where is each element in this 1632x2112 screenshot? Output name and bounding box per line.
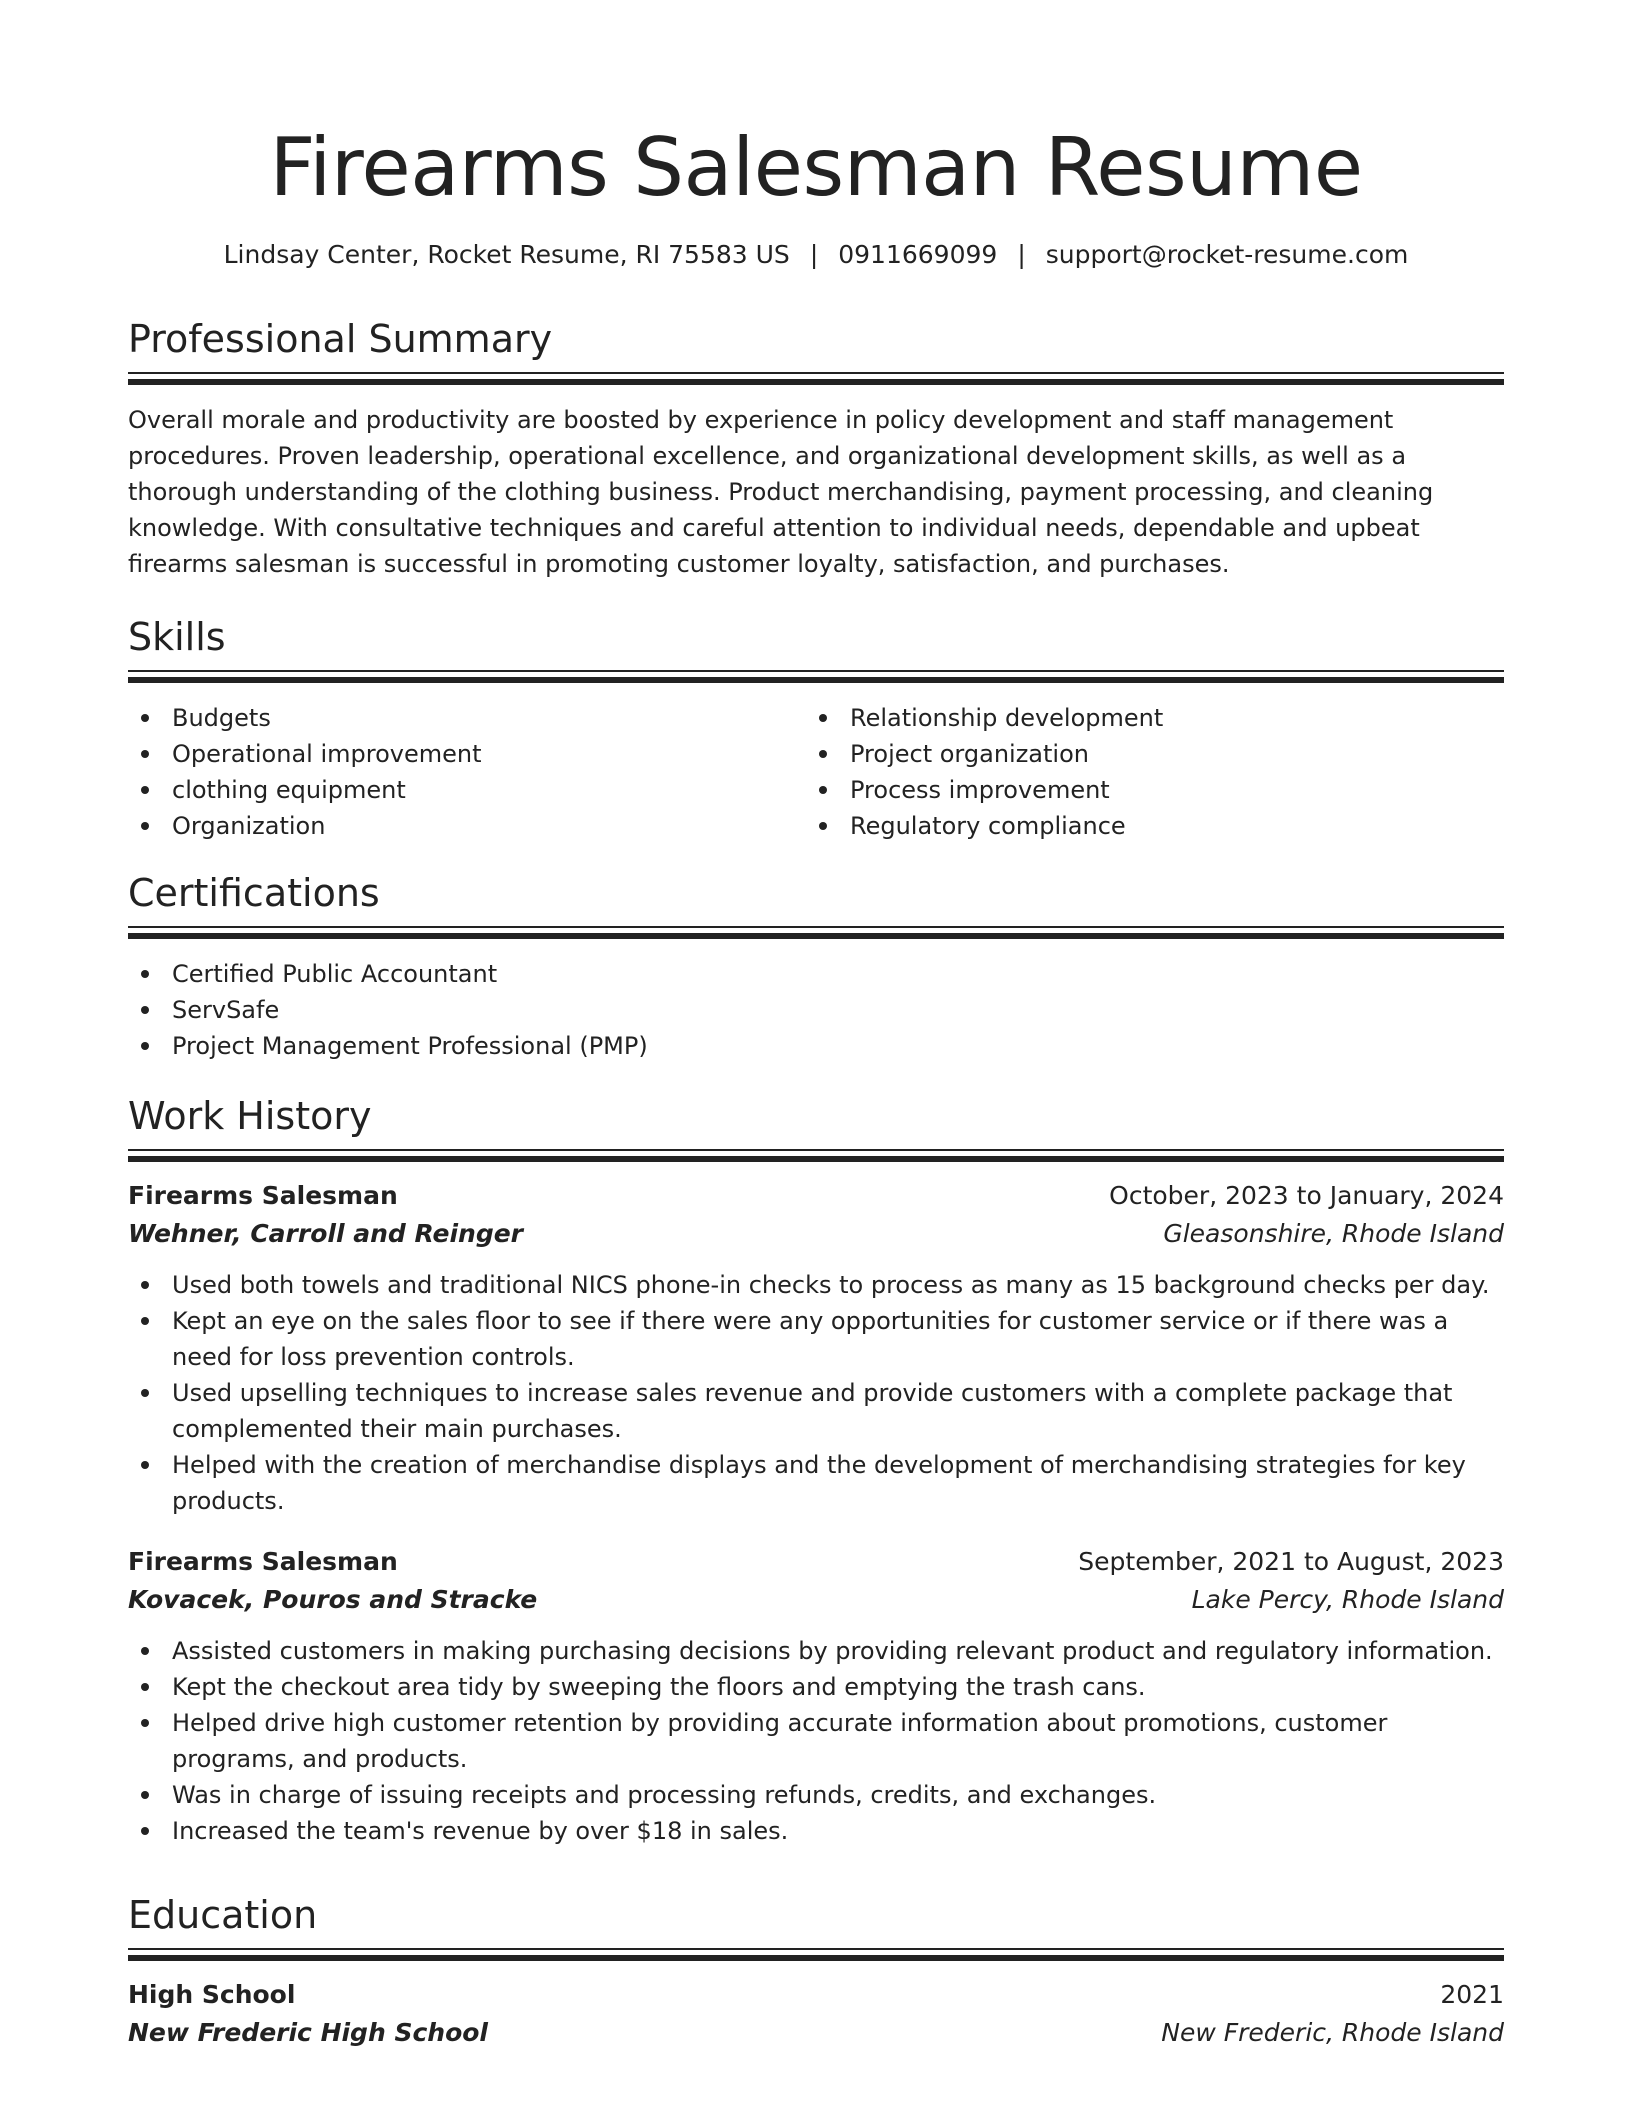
skills-list-right: [806, 700, 1484, 844]
section-heading: Professional Summary: [128, 317, 553, 361]
certification-item: ServSafe: [128, 992, 1504, 1028]
job-location: Gleasonshire, Rhode Island: [1163, 1219, 1504, 1248]
job-header: [128, 1177, 1504, 1215]
skill-item: Regulatory compliance: [806, 808, 1484, 844]
section-divider: [128, 1149, 1504, 1163]
section-heading: Education: [128, 1893, 318, 1937]
job-entry: [128, 1543, 1504, 1849]
job-location: Lake Percy, Rhode Island: [1191, 1585, 1504, 1614]
contact-separator: |: [1017, 240, 1026, 269]
job-duty: Was in charge of issuing receipts and processing refunds, credits, and exchanges.: [128, 1777, 1504, 1813]
section-divider: [128, 926, 1504, 940]
contact-phone: 0911669099: [838, 240, 998, 269]
skill-item: Relationship development: [806, 700, 1484, 736]
job-subheader: [128, 1581, 1504, 1619]
skill-item: Operational improvement: [128, 736, 806, 772]
education-year: 2021: [1440, 1980, 1504, 2009]
education-degree: High School: [128, 1980, 296, 2009]
section-divider: [128, 1948, 1504, 1962]
skills-list-left: [128, 700, 806, 844]
job-duty: Used both towels and traditional NICS phone-in checks to process as many as 15 background checks per day.: [128, 1267, 1504, 1303]
contact-line: [128, 237, 1504, 273]
job-duties: [128, 1633, 1504, 1849]
certifications-section: [128, 870, 1504, 1064]
certification-item: Project Management Professional (PMP): [128, 1028, 1504, 1064]
job-duty: Assisted customers in making purchasing decisions by providing relevant product and regulatory information.: [128, 1633, 1504, 1669]
skill-item: Process improvement: [806, 772, 1484, 808]
job-company: Wehner, Carroll and Reinger: [128, 1219, 524, 1248]
job-entry: [128, 1177, 1504, 1519]
work-history-section: [128, 1093, 1504, 1849]
summary-section: [128, 316, 1504, 582]
section-divider: [128, 372, 1504, 386]
education-header: [128, 1976, 1504, 2014]
education-section: [128, 1892, 1504, 2052]
section-divider: [128, 670, 1504, 684]
job-subheader: [128, 1215, 1504, 1253]
skill-item: Organization: [128, 808, 806, 844]
job-duty: Used upselling techniques to increase sales revenue and provide customers with a complete package that complemented their main purchases.: [128, 1375, 1504, 1447]
job-header: [128, 1543, 1504, 1581]
skill-item: Budgets: [128, 700, 806, 736]
summary-text: Overall morale and productivity are boosted by experience in policy development and staff management procedures. Proven leadership, operational excellence, and organizational development skills, as well as a thorough understanding of the clothing business. Product merchandising, payment processing, and cleaning knowledge. With consultative techniques and careful attention to individual needs, dependable and upbeat firearms salesman is successful in promoting customer loyalty, satisfaction, and purchases.: [128, 406, 1434, 578]
education-school: New Frederic High School: [128, 2018, 488, 2047]
certification-item: Certified Public Accountant: [128, 956, 1504, 992]
education-location: New Frederic, Rhode Island: [1161, 2018, 1504, 2047]
contact-email: support@rocket-resume.com: [1045, 240, 1409, 269]
job-duties: [128, 1267, 1504, 1519]
job-duty: Helped with the creation of merchandise displays and the development of merchandising strategies for key products.: [128, 1447, 1504, 1519]
resume-title: Firearms Salesman Resume: [269, 121, 1363, 214]
skills-columns: [128, 700, 1504, 844]
skills-section: [128, 614, 1504, 844]
education-subheader: [128, 2014, 1504, 2052]
contact-address: Lindsay Center, Rocket Resume, RI 75583 US: [223, 240, 790, 269]
education-entry: [128, 1976, 1504, 2052]
job-dates: September, 2021 to August, 2023: [1078, 1547, 1504, 1576]
job-duty: Increased the team's revenue by over $18 in sales.: [128, 1813, 1504, 1849]
section-heading: Skills: [128, 615, 226, 659]
certifications-list: [128, 956, 1504, 1064]
job-duty: Helped drive high customer retention by providing accurate information about promotions, customer programs, and products.: [128, 1705, 1504, 1777]
skill-item: Project organization: [806, 736, 1484, 772]
job-company: Kovacek, Pouros and Stracke: [128, 1585, 538, 1614]
job-duty: Kept an eye on the sales floor to see if there were any opportunities for customer service or if there was a need for loss prevention controls.: [128, 1303, 1504, 1375]
section-heading: Work History: [128, 1094, 372, 1138]
job-duty: Kept the checkout area tidy by sweeping the floors and emptying the trash cans.: [128, 1669, 1504, 1705]
skill-item: clothing equipment: [128, 772, 806, 808]
contact-separator: |: [809, 240, 819, 269]
job-title: Firearms Salesman: [128, 1181, 398, 1210]
job-dates: October, 2023 to January, 2024: [1109, 1181, 1504, 1210]
section-heading: Certifications: [128, 871, 380, 915]
job-title: Firearms Salesman: [128, 1547, 398, 1576]
